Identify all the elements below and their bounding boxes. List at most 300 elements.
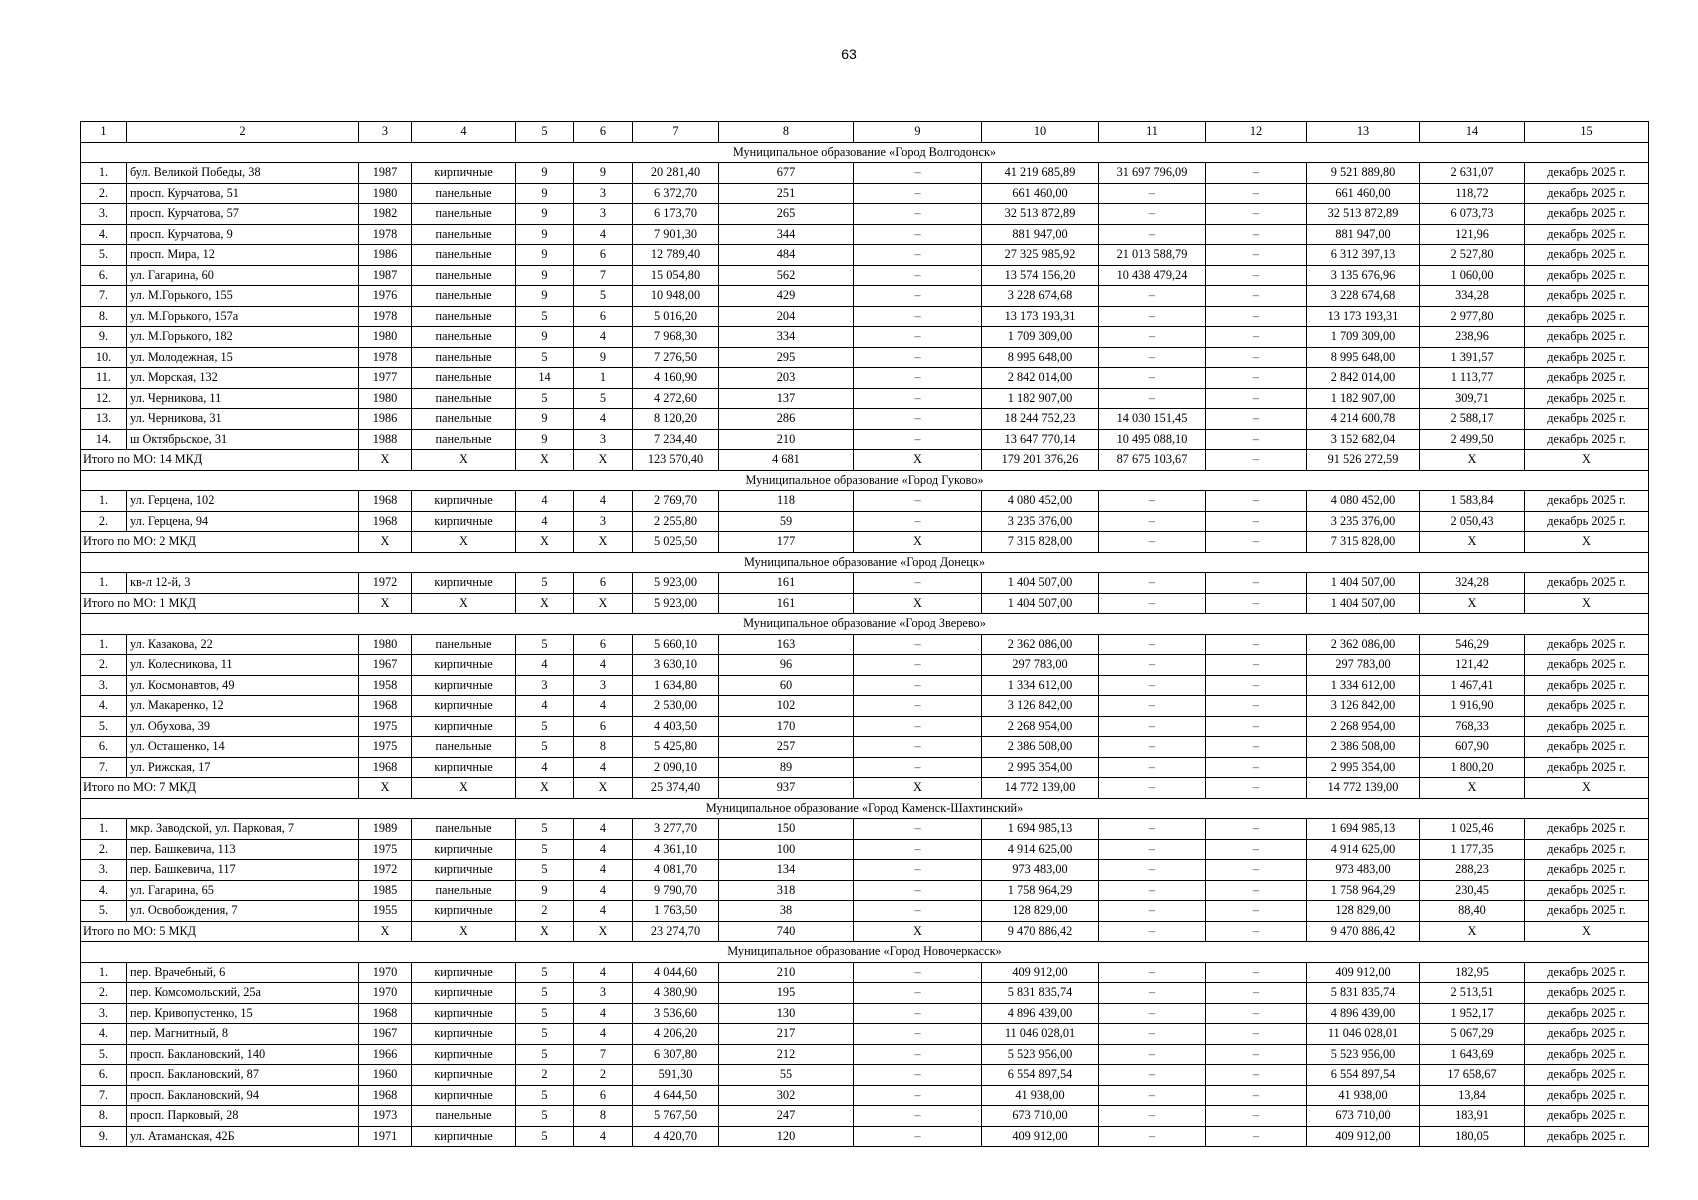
table-cell: – [1206,491,1307,512]
table-cell: панельные [412,737,516,758]
table-cell: 324,28 [1420,573,1525,594]
table-cell: 1 404 507,00 [1307,573,1420,594]
table-cell: Х [359,532,412,553]
address-cell: ул. М.Горького, 155 [127,286,359,307]
table-cell: 32 513 872,89 [982,204,1099,225]
table-cell: кирпичные [412,1044,516,1065]
table-cell: 661 460,00 [1307,183,1420,204]
table-cell: 31 697 796,09 [1099,163,1206,184]
table-cell: – [1099,1003,1206,1024]
address-cell: ул. Колесникова, 11 [127,655,359,676]
address-cell: просп. Баклановский, 140 [127,1044,359,1065]
housing-register-table [80,121,1649,1147]
table-cell: 1 391,57 [1420,347,1525,368]
address-cell: просп. Мира, 12 [127,245,359,266]
table-cell: 13 574 156,20 [982,265,1099,286]
table-cell: 9 470 886,42 [982,921,1099,942]
table-cell: – [1099,593,1206,614]
table-cell: 4 [574,696,633,717]
table-cell: панельные [412,327,516,348]
table-cell: 1980 [359,634,412,655]
table-cell: 2 [516,901,574,922]
table-cell: 210 [719,962,854,983]
table-cell: 2 995 354,00 [1307,757,1420,778]
table-row [81,265,1649,286]
table-cell: 6 554 897,54 [1307,1065,1420,1086]
table-cell: Х [854,532,982,553]
table-cell: 1 758 964,29 [982,880,1099,901]
table-cell: – [854,737,982,758]
municipality-heading: Муниципальное образование «Город Волгодонск» [81,142,1649,163]
table-cell: – [1099,696,1206,717]
table-cell: Х [359,450,412,471]
table-cell: 128 829,00 [1307,901,1420,922]
table-cell: 2 513,51 [1420,983,1525,1004]
address-cell: просп. Курчатова, 57 [127,204,359,225]
table-cell: декабрь 2025 г. [1525,347,1649,368]
table-cell: 8. [81,1106,127,1127]
table-cell: декабрь 2025 г. [1525,962,1649,983]
table-cell: кирпичные [412,757,516,778]
table-cell: 740 [719,921,854,942]
table-cell: кирпичные [412,1003,516,1024]
table-cell: 32 513 872,89 [1307,204,1420,225]
table-cell: 6 173,70 [633,204,719,225]
table-cell: 2 386 508,00 [982,737,1099,758]
table-cell: 128 829,00 [982,901,1099,922]
column-number-cell: 5 [516,122,574,143]
table-cell: 1966 [359,1044,412,1065]
table-cell: 10 438 479,24 [1099,265,1206,286]
table-cell: 318 [719,880,854,901]
table-row [81,573,1649,594]
table-cell: 1972 [359,860,412,881]
table-cell: 3. [81,204,127,225]
table-cell: декабрь 2025 г. [1525,245,1649,266]
table-cell: – [854,1126,982,1147]
table-cell: – [854,962,982,983]
address-cell: ул. Черникова, 11 [127,388,359,409]
table-cell: Х [1525,921,1649,942]
table-cell: 5 [516,1044,574,1065]
table-cell: 2 362 086,00 [982,634,1099,655]
table-cell: 14 772 139,00 [1307,778,1420,799]
table-cell: – [1206,450,1307,471]
table-cell: кирпичные [412,839,516,860]
table-cell: 10 495 088,10 [1099,429,1206,450]
table-cell: 5 923,00 [633,593,719,614]
table-cell: 5 923,00 [633,573,719,594]
table-cell: 562 [719,265,854,286]
table-cell: 3 [574,511,633,532]
table-cell: декабрь 2025 г. [1525,1106,1649,1127]
table-cell: Х [574,593,633,614]
address-cell: ул. М.Горького, 157а [127,306,359,327]
table-cell: 257 [719,737,854,758]
table-cell: декабрь 2025 г. [1525,265,1649,286]
table-cell: 4 403,50 [633,716,719,737]
table-row [81,163,1649,184]
table-cell: 1. [81,962,127,983]
table-cell: декабрь 2025 г. [1525,675,1649,696]
table-cell: 210 [719,429,854,450]
table-cell: 5 016,20 [633,306,719,327]
table-cell: – [854,696,982,717]
column-number-cell: 15 [1525,122,1649,143]
table-cell: 3 [574,183,633,204]
table-cell: – [1206,901,1307,922]
table-cell: 6 [574,634,633,655]
table-cell: – [1099,880,1206,901]
table-row [81,634,1649,655]
table-cell: 4 [574,327,633,348]
table-cell: 5 425,80 [633,737,719,758]
table-cell: 10. [81,347,127,368]
table-cell: декабрь 2025 г. [1525,1044,1649,1065]
table-cell: – [1206,409,1307,430]
table-cell: – [854,1085,982,1106]
address-cell: ул. Обухова, 39 [127,716,359,737]
municipality-heading: Муниципальное образование «Город Зверево» [81,614,1649,635]
table-cell: Х [359,921,412,942]
table-cell: 60 [719,675,854,696]
table-cell: 5 [516,819,574,840]
table-cell: кирпичные [412,716,516,737]
table-cell: 1 800,20 [1420,757,1525,778]
table-cell: 14 772 139,00 [982,778,1099,799]
table-row [81,327,1649,348]
table-cell: 1975 [359,716,412,737]
table-cell: – [854,1044,982,1065]
address-cell: ул. Макаренко, 12 [127,696,359,717]
table-cell: 4 [574,819,633,840]
table-cell: 247 [719,1106,854,1127]
table-cell: – [854,716,982,737]
table-cell: 3. [81,860,127,881]
table-cell: – [1206,737,1307,758]
table-cell: декабрь 2025 г. [1525,839,1649,860]
table-cell: 7 [574,1044,633,1065]
table-cell: 8 995 648,00 [1307,347,1420,368]
table-cell: 5 [516,962,574,983]
table-cell: 1978 [359,306,412,327]
table-cell: 1 404 507,00 [982,573,1099,594]
table-cell: 4 896 439,00 [1307,1003,1420,1024]
table-cell: 6 [574,716,633,737]
table-cell: 4 [574,962,633,983]
table-cell: – [1206,921,1307,942]
table-cell: – [1206,839,1307,860]
table-cell: 2 050,43 [1420,511,1525,532]
table-cell: 5 [516,860,574,881]
table-cell: 180,05 [1420,1126,1525,1147]
table-cell: 1 177,35 [1420,839,1525,860]
table-cell: 286 [719,409,854,430]
table-cell: – [1206,532,1307,553]
table-cell: 3 228 674,68 [1307,286,1420,307]
table-cell: 4 044,60 [633,962,719,983]
table-cell: панельные [412,265,516,286]
table-cell: – [1206,1085,1307,1106]
table-cell: 2 386 508,00 [1307,737,1420,758]
table-cell: 3 126 842,00 [1307,696,1420,717]
address-cell: ул. Герцена, 94 [127,511,359,532]
table-cell: 4 080 452,00 [982,491,1099,512]
address-cell: кв-л 12-й, 3 [127,573,359,594]
table-cell: – [1099,286,1206,307]
table-cell: кирпичные [412,1024,516,1045]
table-cell: 1970 [359,983,412,1004]
table-cell: 163 [719,634,854,655]
municipality-heading-row [81,798,1649,819]
table-cell: 1968 [359,1085,412,1106]
table-cell: – [1206,286,1307,307]
table-cell: 7. [81,286,127,307]
table-cell: кирпичные [412,860,516,881]
table-cell: 4 [574,409,633,430]
table-cell: – [1099,327,1206,348]
table-cell: 1967 [359,1024,412,1045]
table-cell: 677 [719,163,854,184]
table-cell: 1980 [359,183,412,204]
table-cell: 3 152 682,04 [1307,429,1420,450]
table-cell: 118 [719,491,854,512]
table-cell: 4 [574,880,633,901]
table-cell: декабрь 2025 г. [1525,511,1649,532]
address-cell: бул. Великой Победы, 38 [127,163,359,184]
table-cell: – [1099,224,1206,245]
table-cell: 212 [719,1044,854,1065]
table-cell: 3 630,10 [633,655,719,676]
table-cell: 1 583,84 [1420,491,1525,512]
address-cell: пер. Магнитный, 8 [127,1024,359,1045]
table-cell: Х [854,593,982,614]
table-cell: 302 [719,1085,854,1106]
table-row [81,429,1649,450]
table-cell: 9 [516,327,574,348]
table-cell: декабрь 2025 г. [1525,634,1649,655]
table-cell: 8 [574,737,633,758]
table-cell: 5 [516,1003,574,1024]
table-cell: – [1206,368,1307,389]
table-cell: 12 789,40 [633,245,719,266]
column-number-cell: 11 [1099,122,1206,143]
table-cell: 4 272,60 [633,388,719,409]
table-cell: 1 709 309,00 [982,327,1099,348]
table-cell: – [854,819,982,840]
table-cell: 5. [81,716,127,737]
table-cell: 1. [81,163,127,184]
table-cell: – [854,880,982,901]
table-cell: 4 [516,757,574,778]
table-cell: – [1206,860,1307,881]
table-cell: – [1206,183,1307,204]
municipality-heading-row [81,942,1649,963]
table-cell: 429 [719,286,854,307]
table-cell: 14 [516,368,574,389]
table-cell: кирпичные [412,163,516,184]
table-cell: – [1206,1003,1307,1024]
table-cell: 9 521 889,80 [1307,163,1420,184]
table-cell: 4 [516,491,574,512]
table-cell: панельные [412,1106,516,1127]
table-cell: 295 [719,347,854,368]
table-cell: 9 [516,265,574,286]
table-cell: 5 831 835,74 [982,983,1099,1004]
table-cell: Х [412,450,516,471]
table-cell: 4 914 625,00 [982,839,1099,860]
table-cell: 1968 [359,757,412,778]
table-cell: 2 255,80 [633,511,719,532]
table-cell: 3 135 676,96 [1307,265,1420,286]
table-cell: 8. [81,306,127,327]
table-cell: Х [516,921,574,942]
address-cell: ул. Казакова, 22 [127,634,359,655]
table-cell: 2 588,17 [1420,409,1525,430]
table-cell: 5 [516,347,574,368]
table-cell: Х [412,778,516,799]
table-cell: 1. [81,634,127,655]
table-cell: – [854,1065,982,1086]
table-cell: 5 [516,634,574,655]
column-number-cell: 8 [719,122,854,143]
table-cell: 4 [574,1024,633,1045]
table-cell: 6. [81,737,127,758]
table-cell: 1. [81,573,127,594]
table-cell: Х [1525,532,1649,553]
table-cell: 1987 [359,265,412,286]
table-cell: 297 783,00 [982,655,1099,676]
table-row [81,675,1649,696]
address-cell: ул. Рижская, 17 [127,757,359,778]
table-cell: 7 315 828,00 [982,532,1099,553]
table-cell: 1955 [359,901,412,922]
table-row [81,491,1649,512]
table-cell: 5 [516,839,574,860]
table-cell: 1. [81,819,127,840]
table-cell: 2 527,80 [1420,245,1525,266]
table-cell: 2. [81,839,127,860]
table-cell: декабрь 2025 г. [1525,1126,1649,1147]
table-cell: – [1206,819,1307,840]
table-cell: 9 [516,286,574,307]
table-cell: Х [1420,921,1525,942]
table-cell: 3 126 842,00 [982,696,1099,717]
table-cell: кирпичные [412,655,516,676]
table-cell: 6 372,70 [633,183,719,204]
table-row [81,204,1649,225]
table-cell: 1967 [359,655,412,676]
table-cell: 591,30 [633,1065,719,1086]
municipality-heading-row [81,552,1649,573]
table-cell: Х [1420,532,1525,553]
table-cell: – [854,224,982,245]
table-cell: – [1099,757,1206,778]
table-cell: 1 634,80 [633,675,719,696]
table-cell: 59 [719,511,854,532]
address-cell: ул. Черникова, 31 [127,409,359,430]
table-cell: 5 [516,1085,574,1106]
table-cell: Х [359,778,412,799]
table-cell: 6. [81,265,127,286]
table-cell: декабрь 2025 г. [1525,1085,1649,1106]
municipality-heading: Муниципальное образование «Город Донецк» [81,552,1649,573]
table-cell: 8 995 648,00 [982,347,1099,368]
table-cell: 1. [81,491,127,512]
table-cell: Х [516,450,574,471]
table-cell: 1 [574,368,633,389]
table-row [81,511,1649,532]
address-cell: ул. Освобождения, 7 [127,901,359,922]
table-cell: – [854,347,982,368]
table-cell: декабрь 2025 г. [1525,901,1649,922]
table-cell: 89 [719,757,854,778]
table-cell: 9 [516,245,574,266]
municipality-heading-row [81,470,1649,491]
table-cell: 6 [574,306,633,327]
table-cell: 3 [574,429,633,450]
table-cell: 3 235 376,00 [982,511,1099,532]
table-cell: – [854,1106,982,1127]
table-cell: – [1099,675,1206,696]
table-cell: – [1206,655,1307,676]
table-cell: – [854,429,982,450]
table-cell: 5 [516,983,574,1004]
table-cell: Х [1420,450,1525,471]
table-cell: 1987 [359,163,412,184]
table-cell: 344 [719,224,854,245]
table-cell: 1980 [359,388,412,409]
total-row [81,593,1649,614]
table-cell: 4 [574,224,633,245]
table-cell: 13. [81,409,127,430]
table-cell: 2 631,07 [1420,163,1525,184]
table-cell: – [1206,1126,1307,1147]
table-cell: Х [412,532,516,553]
table-cell: 1968 [359,696,412,717]
table-cell: 2 [574,1065,633,1086]
table-cell: 1973 [359,1106,412,1127]
table-cell: 121,96 [1420,224,1525,245]
table-cell: – [1206,1065,1307,1086]
page-number: 63 [841,46,857,62]
table-cell: – [1099,655,1206,676]
total-row [81,778,1649,799]
table-row [81,901,1649,922]
table-cell: 1 404 507,00 [1307,593,1420,614]
table-cell: – [1099,1024,1206,1045]
table-cell: 91 526 272,59 [1307,450,1420,471]
table-cell: 9 [574,163,633,184]
table-cell: 4 [574,839,633,860]
table-cell: декабрь 2025 г. [1525,1003,1649,1024]
table-cell: 3. [81,675,127,696]
table-cell: 1 916,90 [1420,696,1525,717]
table-cell: 4 [574,757,633,778]
table-cell: 5 831 835,74 [1307,983,1420,1004]
table-cell: – [1206,983,1307,1004]
table-cell: 409 912,00 [982,1126,1099,1147]
table-cell: 2 977,80 [1420,306,1525,327]
table-cell: 1975 [359,839,412,860]
table-row [81,224,1649,245]
table-cell: 9 [516,429,574,450]
table-row [81,696,1649,717]
table-cell: 5 [516,1024,574,1045]
table-cell: 1971 [359,1126,412,1147]
table-cell: 4 080 452,00 [1307,491,1420,512]
table-cell: 55 [719,1065,854,1086]
